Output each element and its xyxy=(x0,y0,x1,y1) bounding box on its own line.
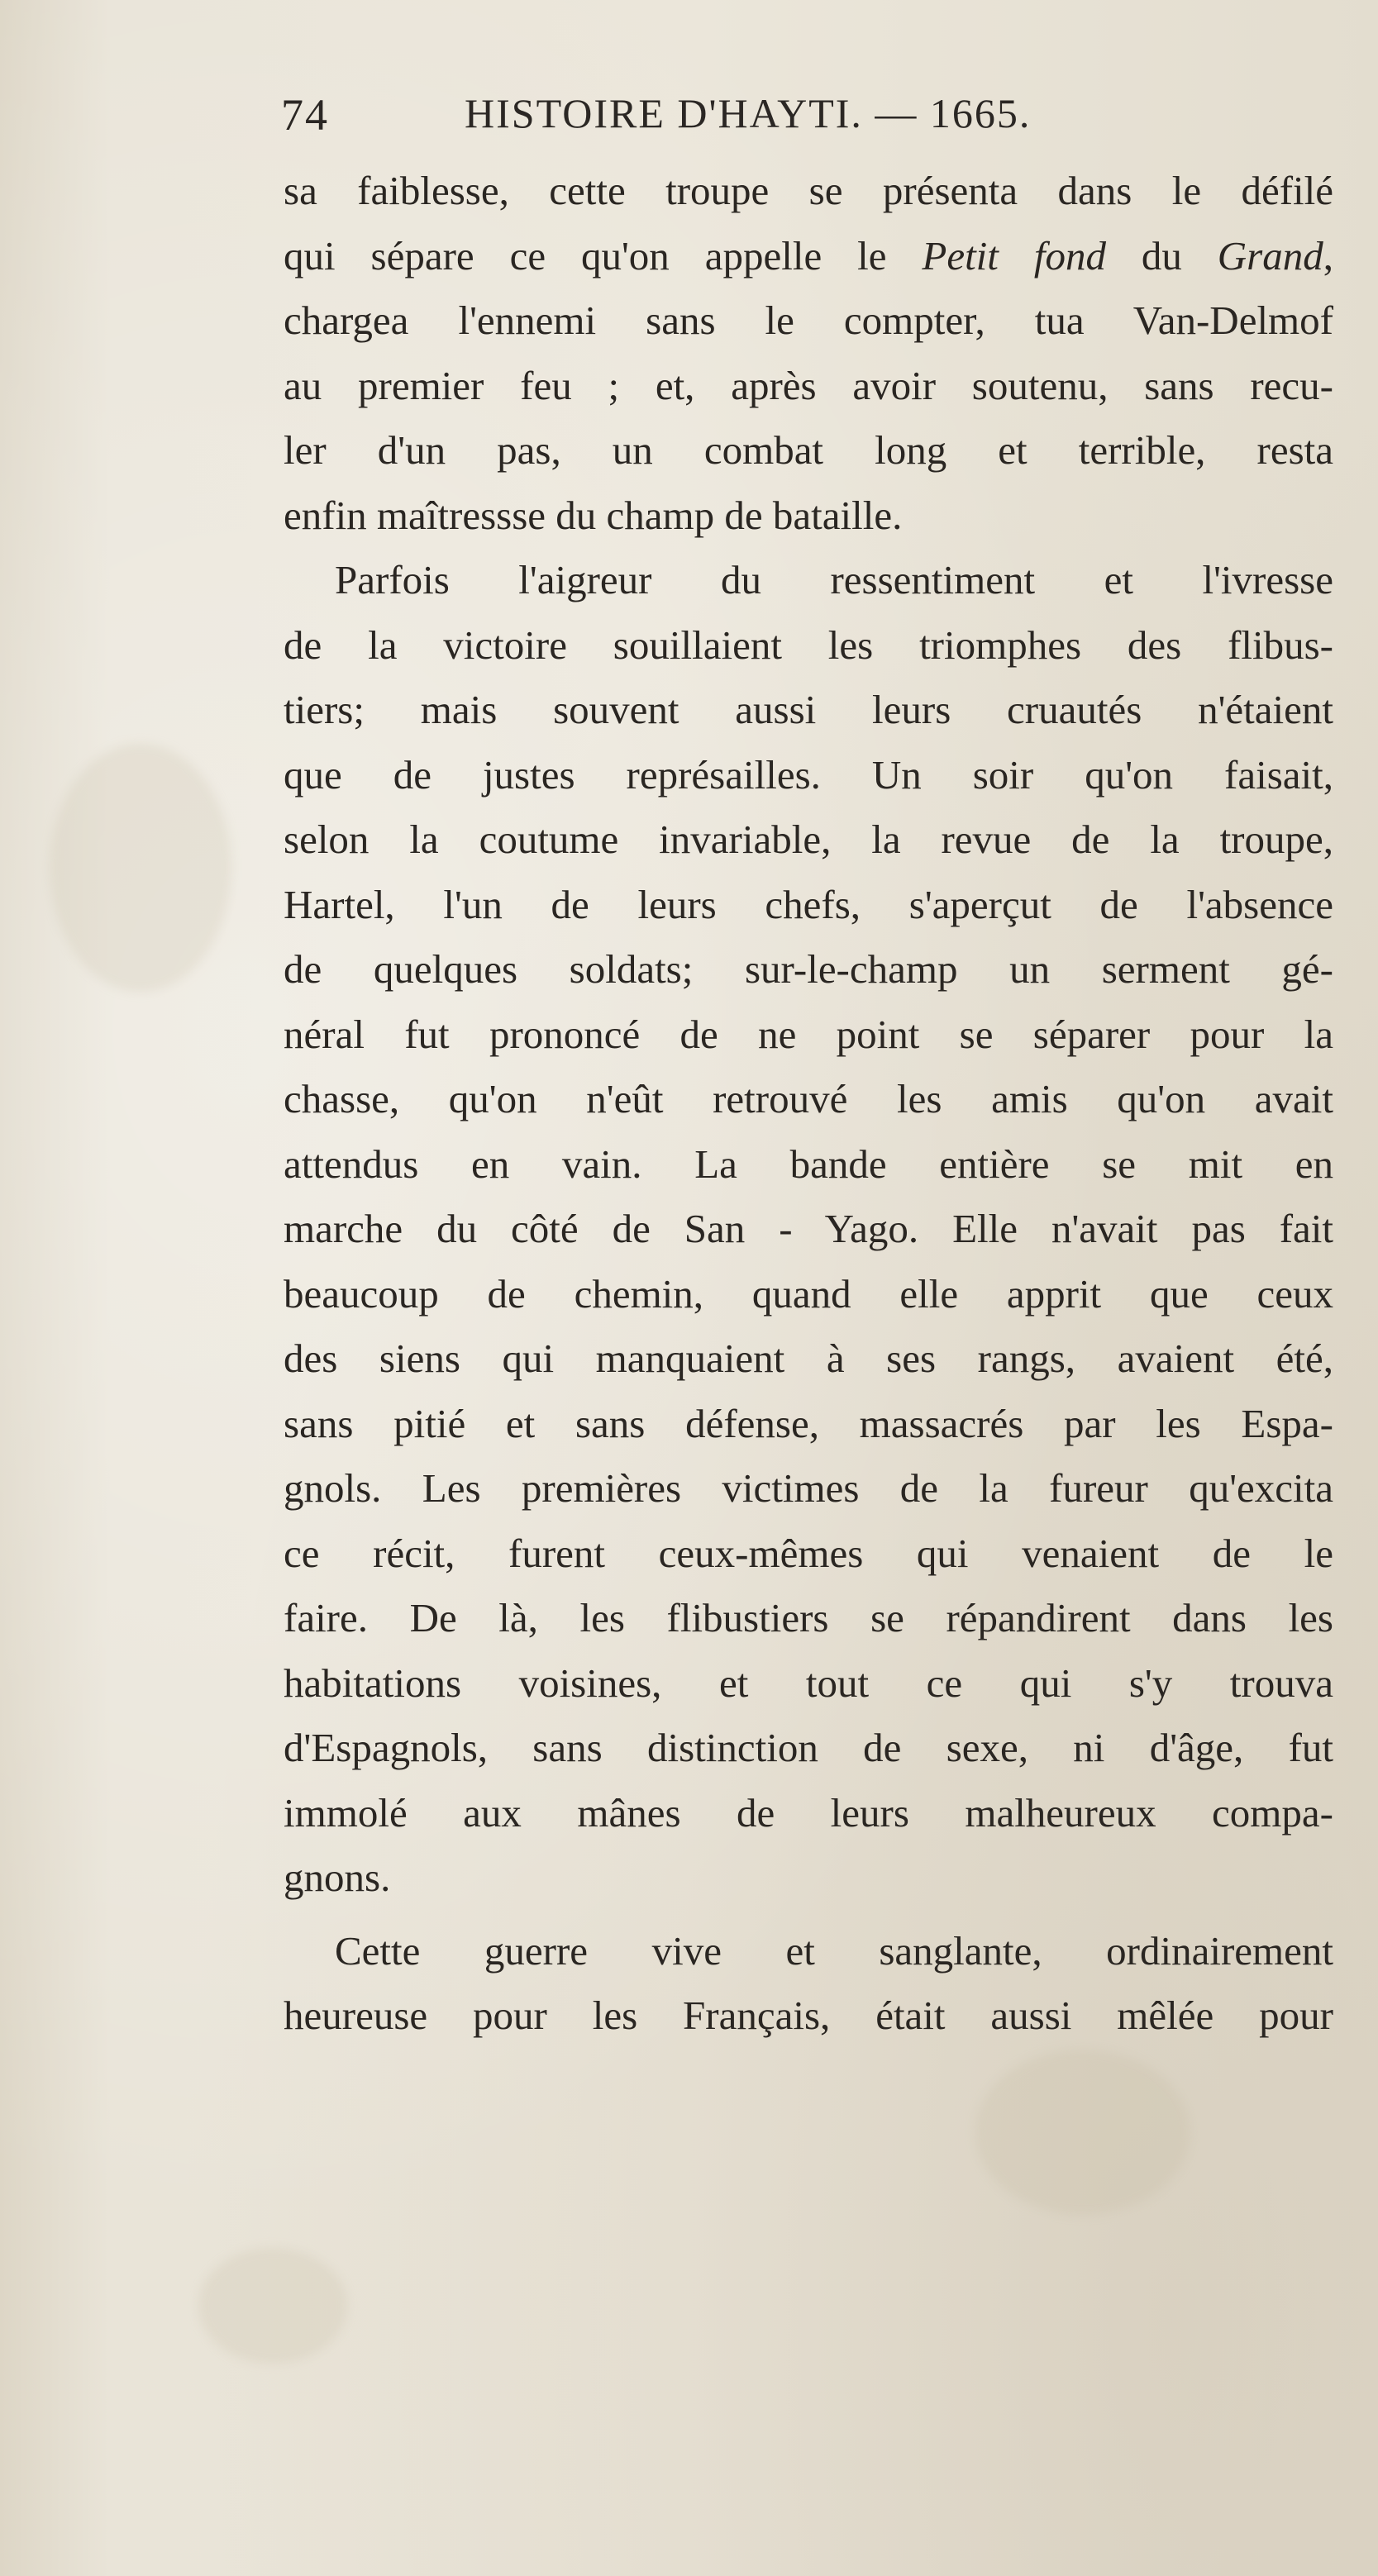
text-line: au premier feu ; et, après avoir soutenu, sans recu- xyxy=(284,362,1333,408)
text-line: de quelques soldats; sur-le-champ un serment gé- xyxy=(284,946,1333,992)
page-header xyxy=(281,89,1199,147)
text-line: Cette guerre vive et sanglante, ordinairement xyxy=(335,1927,1333,1974)
paragraph xyxy=(284,159,1333,548)
text-line: sans pitié et sans défense, massacrés par les Espa- xyxy=(284,1400,1333,1446)
text-line: faire. De là, les flibustiers se répandirent dans les xyxy=(284,1595,1333,1640)
text-line: heureuse pour les Français, était aussi mêlée pour xyxy=(284,1993,1333,2038)
paragraph xyxy=(284,548,1333,1911)
page-number: 74 xyxy=(281,90,329,140)
text-line: qui sépare ce qu'on appelle le Petit fond du Grand, xyxy=(284,232,1333,279)
text-line: Hartel, l'un de leurs chefs, s'aperçut de l'absence xyxy=(284,881,1333,927)
text-line: gnols. Les premières victimes de la fureur qu'excita xyxy=(284,1465,1333,1511)
paper-stain xyxy=(198,2248,347,2364)
paper-stain xyxy=(975,2050,1190,2215)
text-line: de la victoire souillaient les triomphes des flibus- xyxy=(284,621,1333,668)
paper-stain xyxy=(50,744,231,992)
text-line: attendus en vain. La bande entière se mit en xyxy=(284,1140,1333,1187)
text-line: marche du côté de San - Yago. Elle n'avait pas fait xyxy=(284,1206,1333,1251)
text-line: gnons. xyxy=(284,1855,391,1900)
body-text xyxy=(284,159,1333,2049)
text-line: beaucoup de chemin, quand elle apprit que ceux xyxy=(284,1270,1333,1317)
text-line: enfin maîtressse du champ de bataille. xyxy=(284,492,903,538)
text-line: ler d'un pas, un combat long et terrible, resta xyxy=(284,427,1333,473)
text-line: que de justes représailles. Un soir qu'on faisait, xyxy=(284,751,1333,798)
paragraph xyxy=(284,1919,1333,2049)
running-title: HISTOIRE D'HAYTI. — 1665. xyxy=(465,90,1032,136)
text-line: chargea l'ennemi sans le compter, tua Van-Delmof xyxy=(284,298,1333,343)
text-line: Parfois l'aigreur du ressentiment et l'ivresse xyxy=(335,557,1333,602)
text-line: habitations voisines, et tout ce qui s'y trouva xyxy=(284,1659,1333,1706)
text-line: sa faiblesse, cette troupe se présenta dans le défilé xyxy=(284,168,1333,213)
text-line: ce récit, furent ceux-mêmes qui venaient de le xyxy=(284,1530,1333,1576)
text-line: des siens qui manquaient à ses rangs, avaient été, xyxy=(284,1336,1333,1381)
text-line: tiers; mais souvent aussi leurs cruautés n'étaient xyxy=(284,687,1333,732)
text-line: selon la coutume invariable, la revue de la troupe, xyxy=(284,817,1333,862)
text-line: immolé aux mânes de leurs malheureux compa- xyxy=(284,1789,1333,1836)
text-line: néral fut prononcé de ne point se séparer pour la xyxy=(284,1011,1333,1057)
text-line: d'Espagnols, sans distinction de sexe, ni d'âge, fut xyxy=(284,1725,1333,1770)
text-line: chasse, qu'on n'eût retrouvé les amis qu'on avait xyxy=(284,1076,1333,1121)
